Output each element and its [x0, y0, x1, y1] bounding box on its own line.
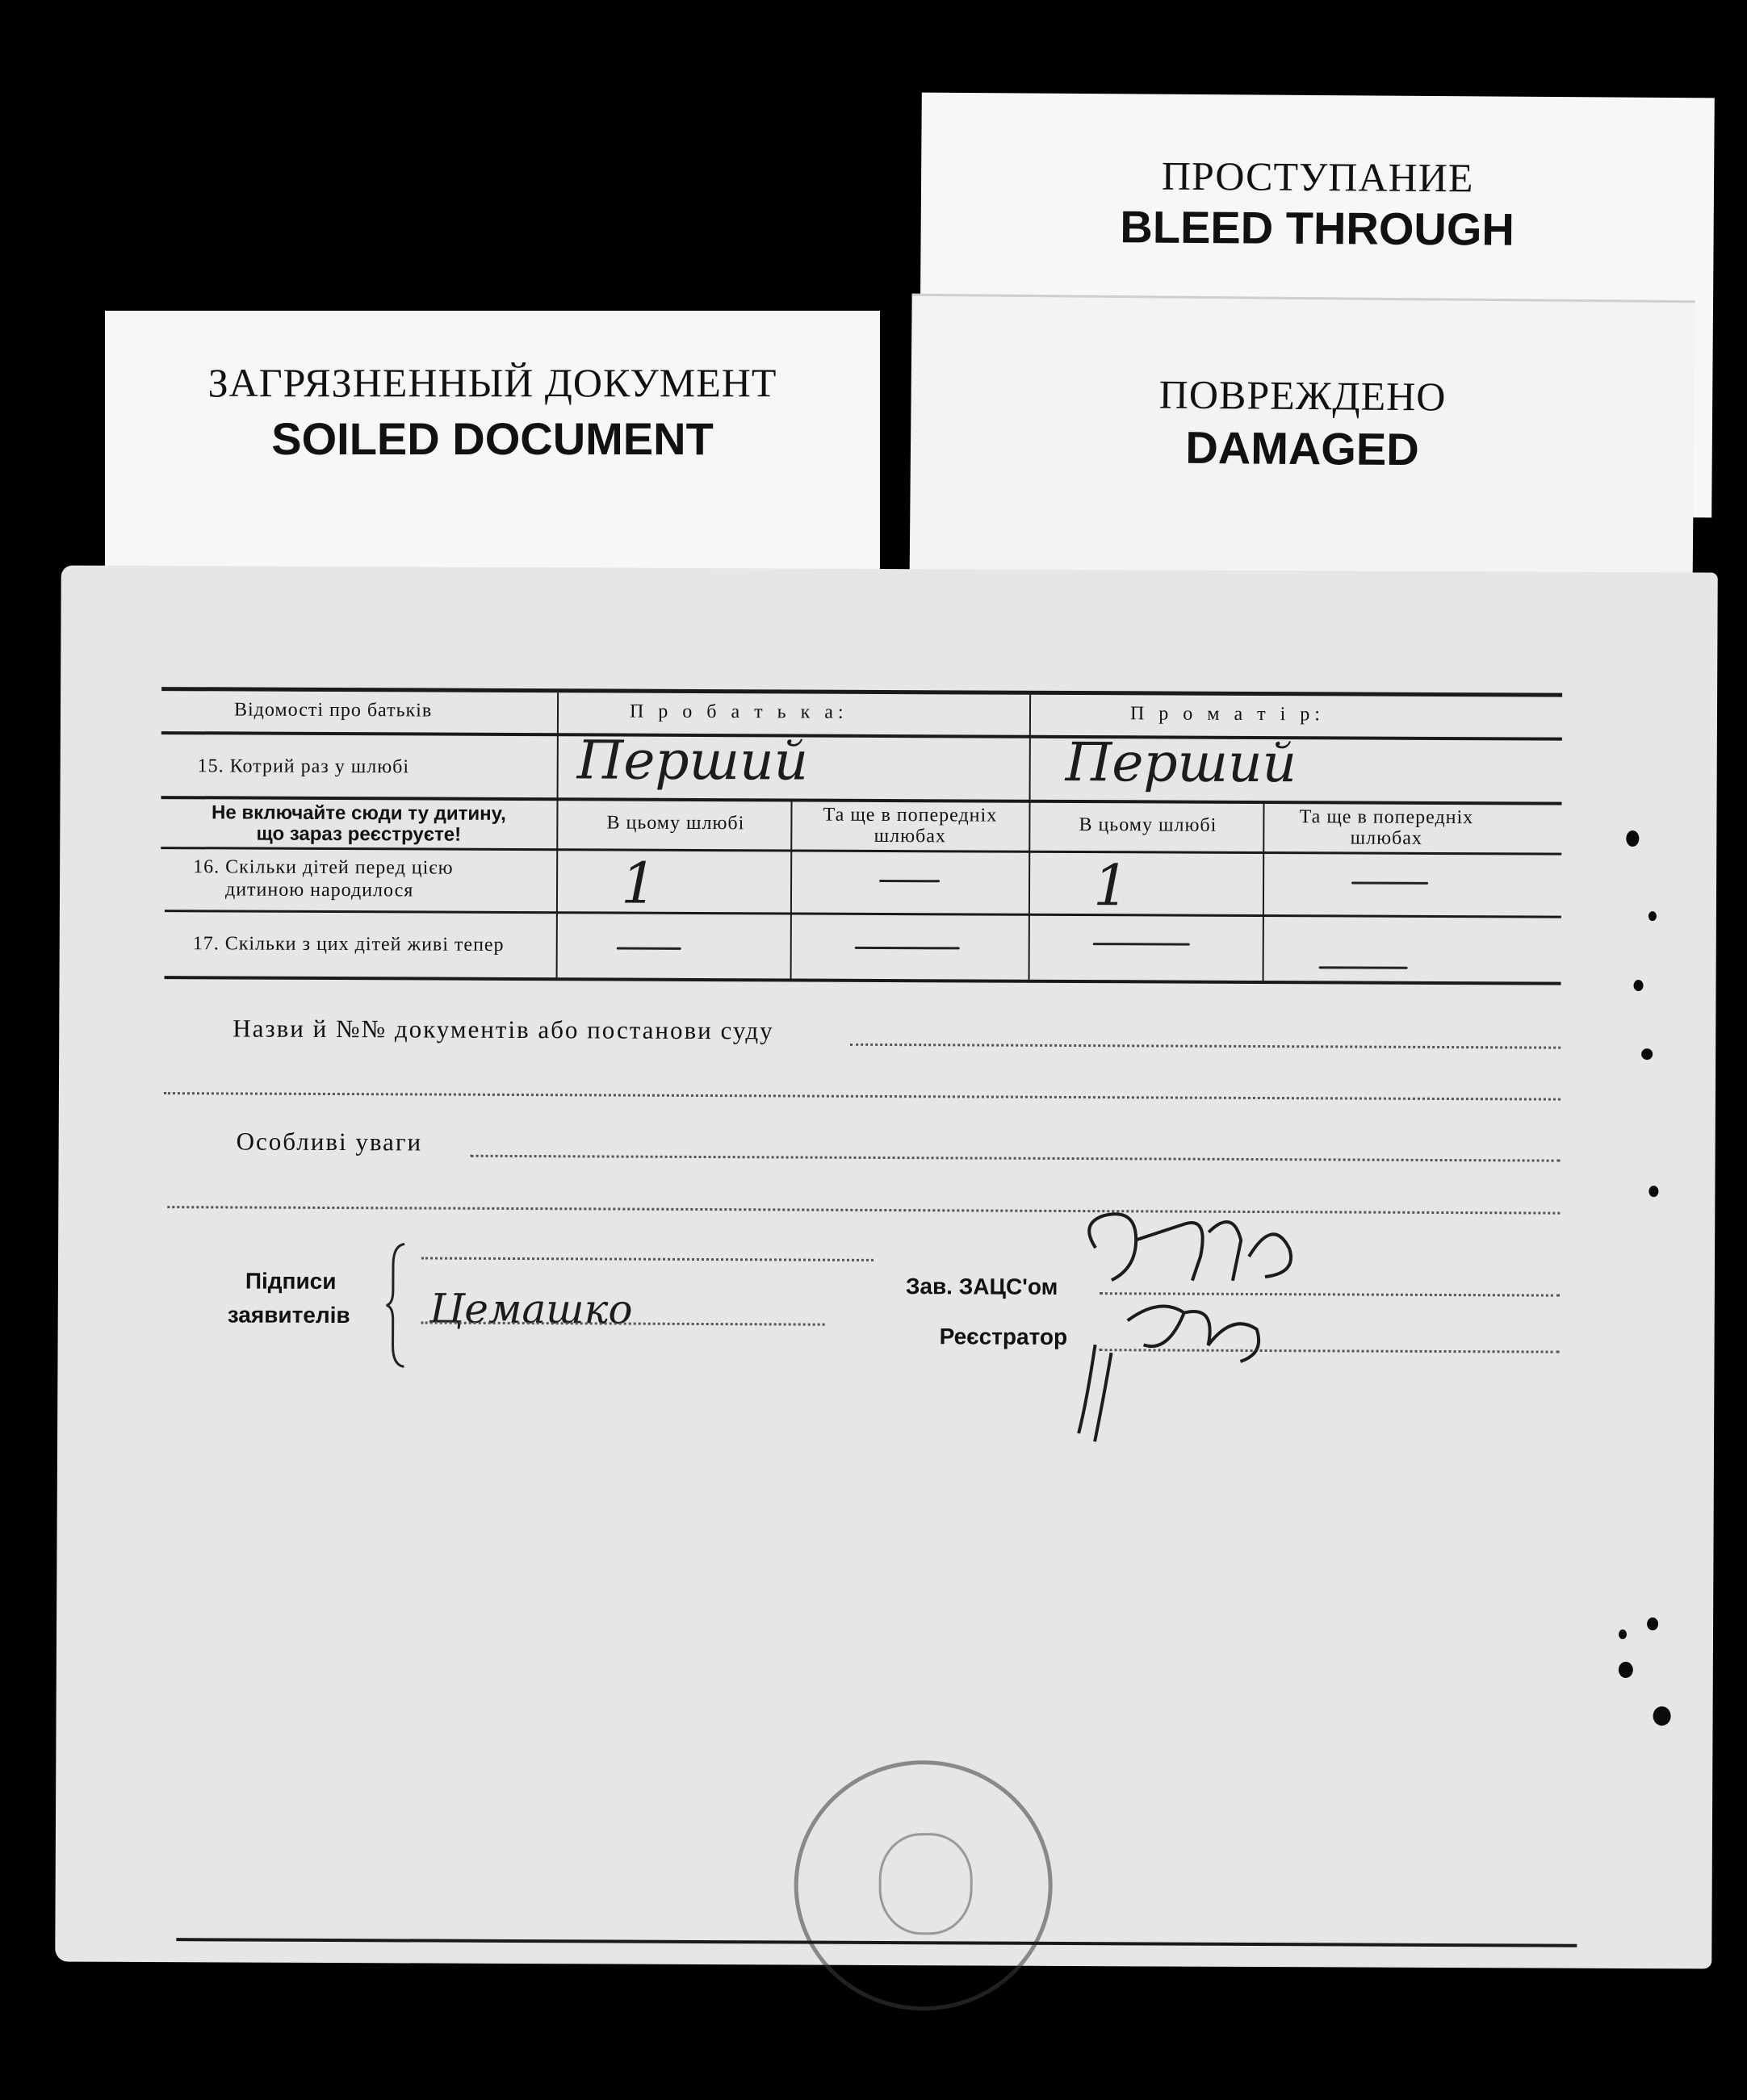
- mother-prev-marriages-header-2: шлюбах: [1350, 827, 1423, 849]
- table-col-divider-1: [556, 692, 559, 977]
- remarks-dotted-line-1: [471, 1155, 1561, 1162]
- table-top-rule: [161, 687, 1562, 697]
- signatures-label-line2: заявителів: [227, 1302, 350, 1328]
- registration-form-sheet: [55, 566, 1718, 1969]
- row16-label-line2: дитиною народилося: [224, 879, 414, 901]
- signatures-label-line1: Підписи: [245, 1268, 337, 1295]
- row15-mother-value: Перший: [1065, 730, 1297, 795]
- subheader-note-line2: що зараз реєструєте!: [256, 822, 462, 846]
- damaged-label-en: DAMAGED: [1185, 421, 1419, 475]
- soiled-document-label-card: [105, 311, 880, 585]
- table-col-divider-3: [1029, 695, 1032, 980]
- subheader-note-line1: Не включайте сюди ту дитину,: [211, 801, 506, 825]
- table-row16-rule: [165, 910, 1561, 918]
- documents-dotted-line-2: [164, 1092, 1561, 1101]
- punch-hole: [1634, 980, 1644, 991]
- table-header-rule: [161, 731, 1562, 741]
- mother-this-marriage-header: В цьому шлюбі: [1079, 814, 1217, 836]
- header-father: П р о б а т ь к а:: [629, 701, 848, 723]
- row17-label: 17. Скільки з цих дітей живі тепер: [192, 933, 505, 956]
- bleed-through-label-en: BLEED THROUGH: [1120, 201, 1515, 255]
- damaged-label-card: [909, 294, 1695, 609]
- registrar-label: Реєстратор: [939, 1324, 1068, 1349]
- row17-father-prev-dash: [855, 947, 960, 950]
- official-stamp: [794, 1760, 1053, 2011]
- row17-mother-prev-dash: [1319, 966, 1408, 968]
- row15-father-value: Перший: [576, 729, 809, 793]
- applicant-signature: Цемашко: [429, 1285, 633, 1333]
- punch-hole: [1649, 911, 1657, 921]
- row16-father-this-value: 1: [620, 850, 657, 917]
- row16-mother-prev-dash: [1351, 882, 1428, 885]
- bleed-through-label-ru: ПРОСТУПАНИЕ: [1161, 153, 1474, 201]
- punch-hole: [1619, 1662, 1633, 1678]
- row17-father-this-dash: [617, 948, 681, 950]
- remarks-label: Особливі уваги: [236, 1127, 423, 1157]
- row16-label-line1: 16. Скільки дітей перед цією: [193, 856, 454, 879]
- father-prev-marriages-header-1: Та ще в попередніх: [823, 804, 998, 826]
- soiled-label-ru: ЗАГРЯЗНЕННЫЙ ДОКУМЕНТ: [207, 360, 777, 405]
- punch-hole: [1653, 1706, 1671, 1726]
- signatures-brace-icon: [384, 1240, 409, 1370]
- punch-hole: [1647, 1617, 1658, 1630]
- row15-label: 15. Котрий раз у шлюбі: [197, 755, 410, 778]
- stamp-emblem: [878, 1833, 973, 1935]
- documents-dotted-line-1: [850, 1044, 1561, 1049]
- punch-hole: [1641, 1048, 1653, 1060]
- row16-mother-this-value: 1: [1092, 852, 1129, 919]
- punch-hole: [1619, 1629, 1627, 1639]
- row17-mother-this-dash: [1093, 943, 1190, 946]
- header-mother: П р о м а т і р:: [1129, 703, 1326, 726]
- mother-prev-marriages-header-1: Та ще в попередніх: [1299, 806, 1474, 829]
- documents-label: Назви й №№ документів або постанови суду: [233, 1014, 774, 1045]
- damaged-label-ru: ПОВРЕЖДЕНО: [1158, 371, 1447, 420]
- soiled-label-en: SOILED DOCUMENT: [271, 413, 714, 464]
- father-this-marriage-header: В цьому шлюбі: [606, 812, 745, 835]
- father-prev-marriages-header-2: шлюбах: [874, 825, 947, 847]
- signature-dotted-line-1: [421, 1257, 874, 1261]
- official-signatures-scribble: [1046, 1191, 1386, 1459]
- table-bottom-rule: [165, 976, 1561, 985]
- header-parents-info: Відомості про батьків: [233, 699, 433, 722]
- punch-hole: [1626, 830, 1639, 847]
- punch-hole: [1649, 1186, 1658, 1197]
- row16-father-prev-dash: [879, 880, 940, 882]
- head-zags-label: Зав. ЗАЦС'ом: [905, 1274, 1058, 1299]
